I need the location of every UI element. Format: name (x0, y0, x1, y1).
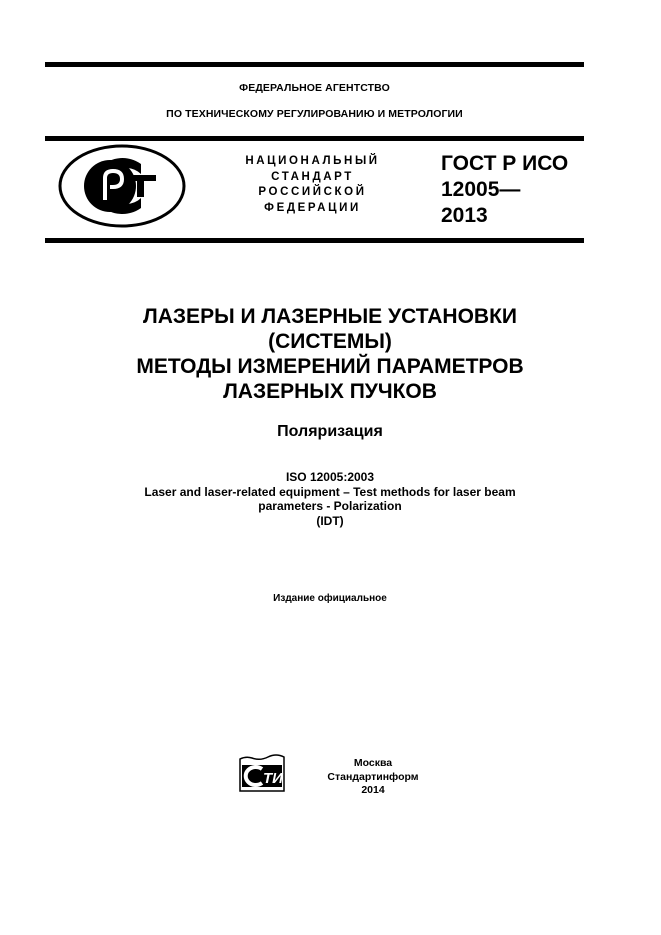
agency-line-2: ПО ТЕХНИЧЕСКОМУ РЕГУЛИРОВАНИЮ И МЕТРОЛОГИИ (166, 108, 463, 120)
title-line: ЛАЗЕРЫ И ЛАЗЕРНЫЕ УСТАНОВКИ (143, 305, 517, 328)
iso-title-line-2: parameters - Polarization (258, 499, 402, 513)
svg-text:ТИ: ТИ (263, 770, 283, 787)
bottom-rule (45, 238, 584, 243)
publisher-city: Москва (353, 757, 393, 769)
natstd-line: РОССИЙСКОЙ (258, 186, 367, 198)
title-line: МЕТОДЫ ИЗМЕРЕНИЙ ПАРАМЕТРОВ (136, 355, 524, 378)
publisher-name: Стандартинформ (327, 770, 419, 783)
publisher-info (318, 757, 428, 798)
agency-line-1: ФЕДЕРАЛЬНОЕ АГЕНТСТВО (239, 82, 390, 94)
natstd-line: ФЕДЕРАЦИИ (264, 201, 361, 214)
designation-line: ГОСТ Р ИСО (441, 152, 569, 175)
iso-equivalence: (IDT) (316, 513, 344, 528)
gost-rst-logo-icon (58, 144, 186, 228)
title-line: ЛАЗЕРНЫХ ПУЧКОВ (223, 380, 437, 403)
publisher-year: 2014 (361, 784, 385, 796)
title-line: (СИСТЕМЫ) (268, 330, 392, 353)
natstd-line: СТАНДАРТ (271, 170, 354, 183)
designation-line: 2013 (441, 204, 488, 227)
designation-line: 12005— (441, 178, 521, 201)
document-title (60, 304, 600, 404)
iso-number: ISO 12005:2003 (285, 470, 375, 484)
standartinform-logo-icon (238, 753, 288, 793)
natstd-line: НАЦИОНАЛЬНЫЙ (245, 155, 380, 167)
middle-rule (45, 136, 584, 141)
national-standard-label (225, 154, 400, 216)
iso-reference (60, 470, 600, 528)
document-subtitle: Поляризация (277, 423, 383, 440)
edition-label: Издание официальное (273, 593, 387, 604)
top-rule (45, 62, 584, 67)
standard-designation (441, 151, 568, 229)
iso-title-line-1: Laser and laser-related equipment – Test methods for laser beam (144, 484, 516, 499)
